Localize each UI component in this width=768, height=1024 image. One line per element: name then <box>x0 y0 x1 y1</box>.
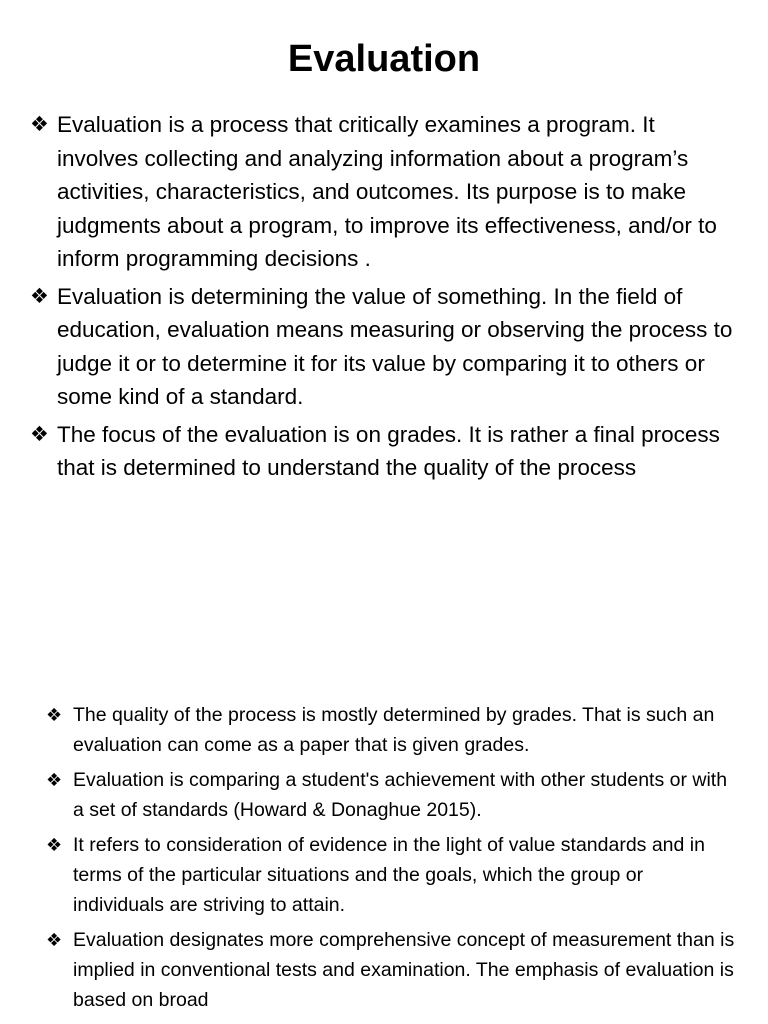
bullet-item <box>46 700 736 760</box>
bullet-text: Evaluation is determining the value of something. In the field of education, evaluation means measuring or observing the process to judge it or to determine it for its value by comparing it to others or some kind of a standard. <box>57 283 733 409</box>
bullet-text: Evaluation designates more comprehensive concept of measurement than is implied in conventional tests and examination. The emphasis of evaluation is based on broad <box>73 929 735 1011</box>
bullet-list <box>46 700 736 1020</box>
bullet-text: The focus of the evaluation is on grades. It is rather a final process that is determined to understand the quality of the process <box>57 421 720 480</box>
diamond-bullet-icon: ❖ <box>46 705 63 725</box>
diamond-bullet-icon: ❖ <box>30 113 49 136</box>
bullet-text: Evaluation is a process that critically examines a program. It involves collecting and analyzing information about a program’s activities, characteristics, and outcomes. Its purpose is to make judgments about a program, to improve its effectiveness, and/or to inform programming decisions . <box>57 112 717 271</box>
bullet-item <box>46 830 736 920</box>
bullet-text: Evaluation is comparing a student's achievement with other students or with a set of standards (Howard & Donaghue 2015). <box>73 769 728 821</box>
diamond-bullet-icon: ❖ <box>46 770 63 790</box>
slide-title: Evaluation <box>287 38 481 80</box>
bullet-item <box>30 108 740 276</box>
bullet-item <box>30 280 740 414</box>
bullet-text: It refers to consideration of evidence in the light of value standards and in terms of the particular situations and the goals, which the group or individuals are striving to attain. <box>73 834 705 916</box>
slide-evaluation-2 <box>0 512 768 1024</box>
bullet-item <box>30 418 740 485</box>
bullet-item <box>46 925 736 1015</box>
bullet-item <box>46 765 736 825</box>
diamond-bullet-icon: ❖ <box>46 835 63 855</box>
diamond-bullet-icon: ❖ <box>46 930 63 950</box>
diamond-bullet-icon: ❖ <box>30 422 49 446</box>
diamond-bullet-icon: ❖ <box>30 284 49 308</box>
bullet-list <box>30 108 740 489</box>
bullet-text: The quality of the process is mostly determined by grades. That is such an evaluation can come as a paper that is given grades. <box>73 704 715 756</box>
